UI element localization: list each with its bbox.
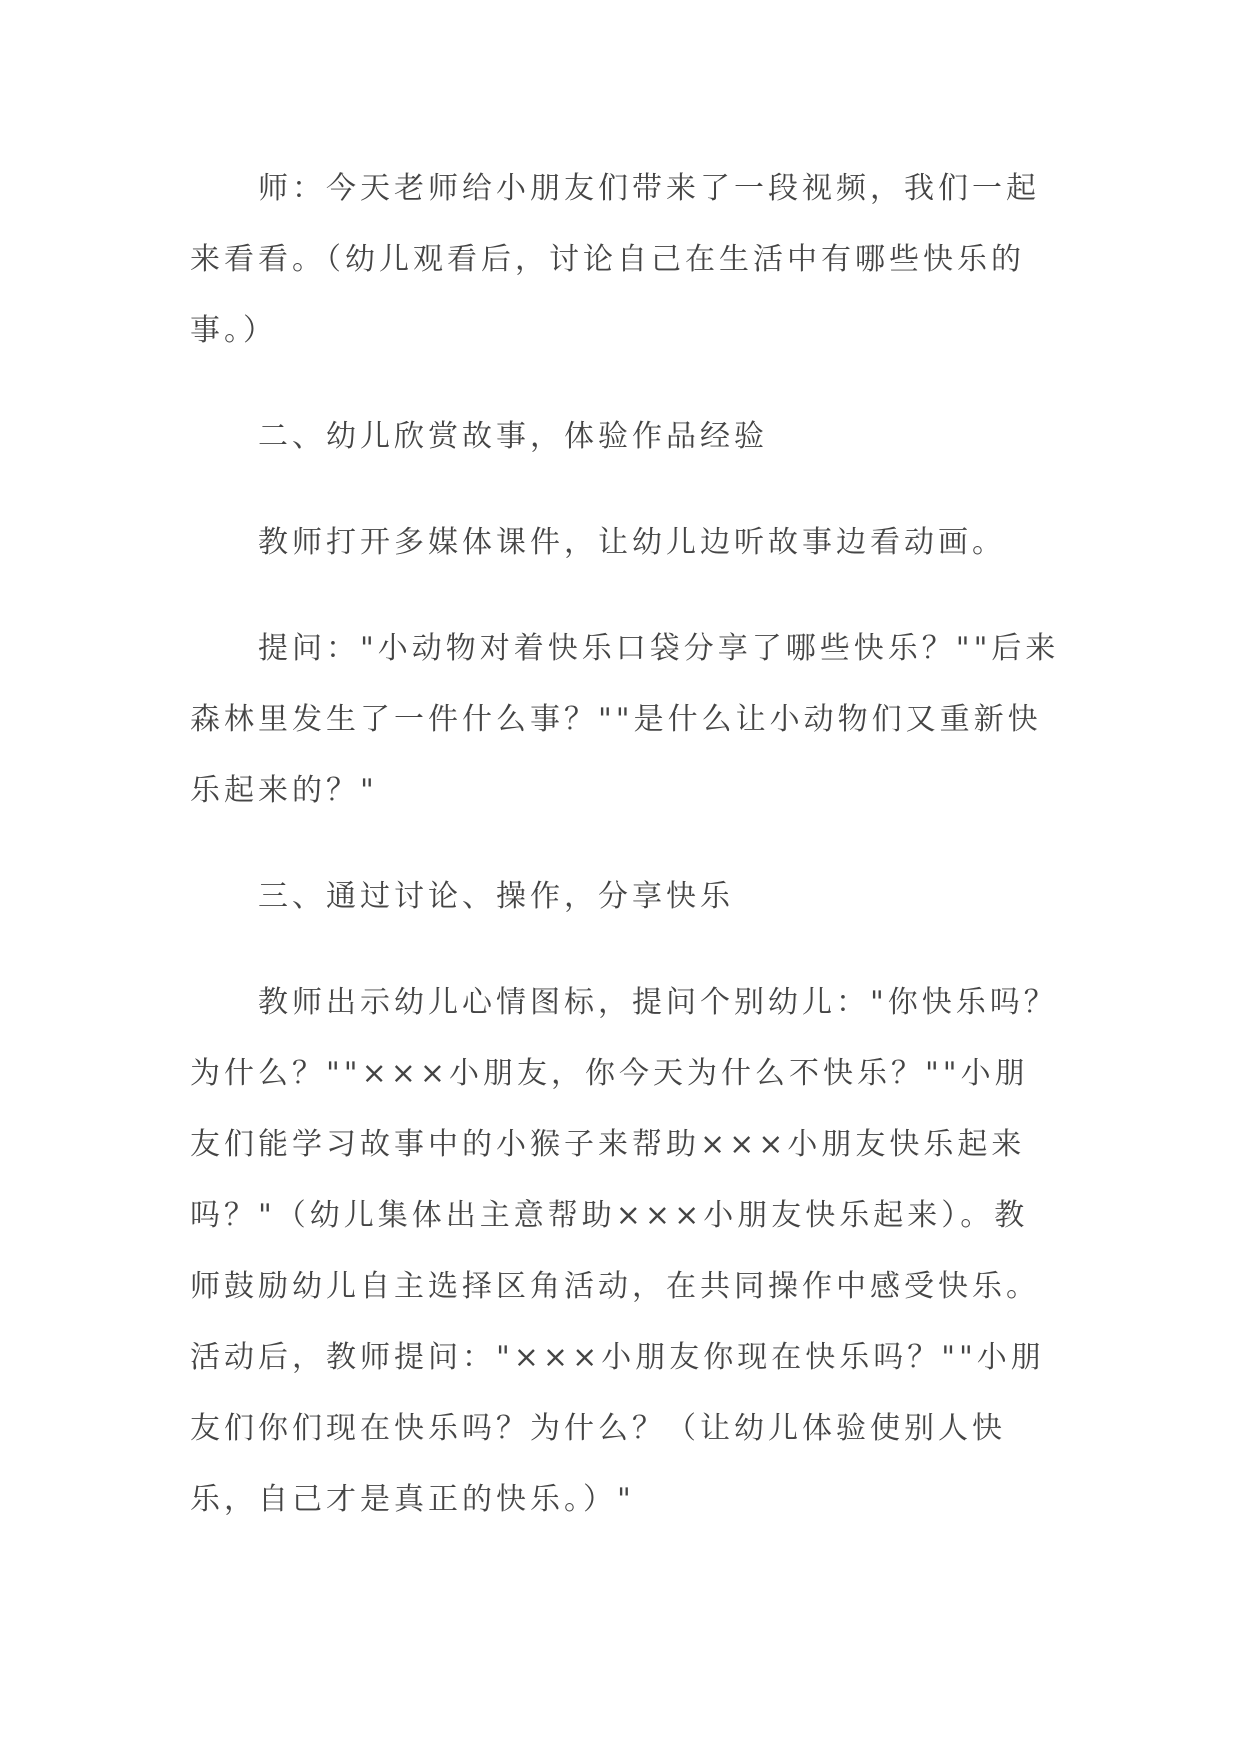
paragraph-questions: 提问："小动物对着快乐口袋分享了哪些快乐？""后来森林里发生了一件什么事？""是什么让小动物们又重新快乐起来的？" [190,631,1060,808]
section-heading-2: 二、幼儿欣赏故事，体验作品经验 [258,419,768,454]
paragraph-mood-icons: 教师出示幼儿心情图标，提问个别幼儿："你快乐吗？为什么？""×××小朋友，你今天为什么不快乐？""小朋友们能学习故事中的小猴子来帮助×××小朋友快乐起来吗？"（幼儿集体出主意帮助×××小朋友快乐起来）。教师鼓励幼儿自主选择区角活动，在共同操作中感受快乐。活动后，教师提问："×××小朋友你现在快乐吗？""小朋友们你们现在快乐吗？为什么？（让幼儿体验使别人快乐，自己才是真正的快乐。）" [190,985,1058,1517]
document-body [190,153,1060,1570]
paragraph-teacher-intro: 师：今天老师给小朋友们带来了一段视频，我们一起来看看。（幼儿观看后，讨论自己在生活中有哪些快乐的事。） [190,171,1040,348]
section-heading-3: 三、通过讨论、操作，分享快乐 [258,879,734,914]
paragraph-multimedia: 教师打开多媒体课件，让幼儿边听故事边看动画。 [258,525,1006,560]
